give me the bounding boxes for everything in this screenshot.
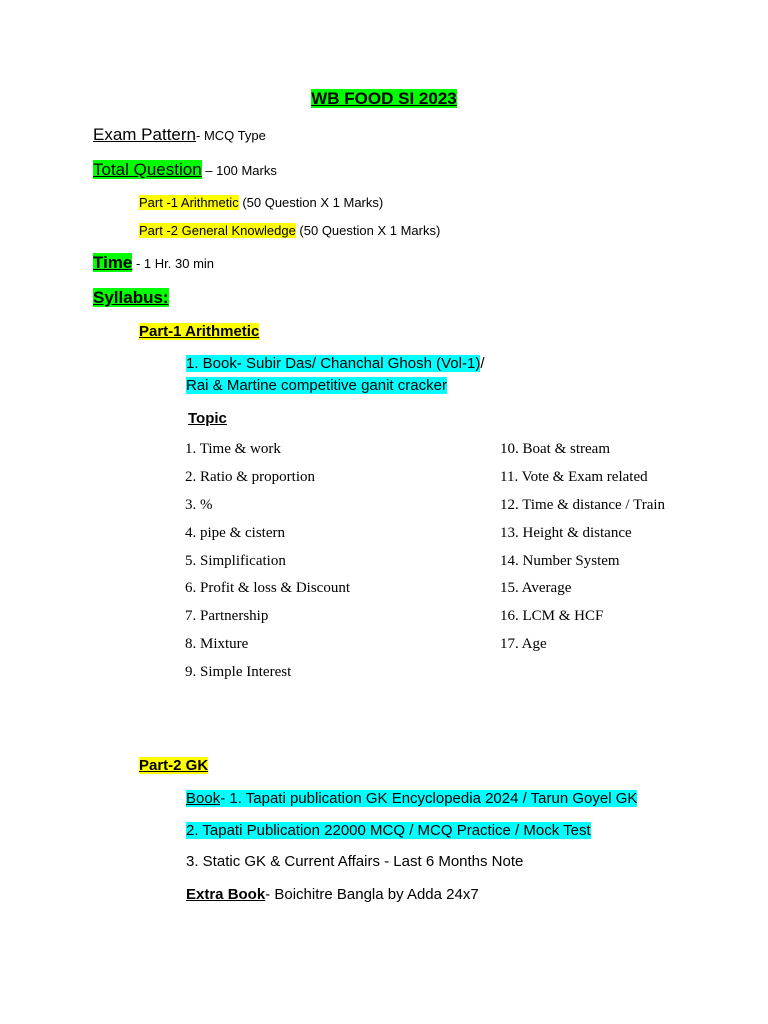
list-item: 4. pipe & cistern <box>185 524 285 541</box>
list-item: 10. Boat & stream <box>500 441 610 457</box>
part2-heading: Part-2 GK <box>139 757 209 774</box>
document-title <box>0 89 768 109</box>
document-title-text: WB FOOD SI 2023 <box>311 89 457 108</box>
list-item: 14. Number System <box>500 552 620 569</box>
list-item: 9. Simple Interest <box>185 664 292 681</box>
list-item: 17. Age <box>500 636 547 653</box>
part2-book2-text: 2. Tapati Publication 22000 MCQ / MCQ Practice / Mock Test <box>186 822 591 839</box>
part1-heading: Part-1 Arithmetic <box>139 323 260 340</box>
part1-book-suffix: / <box>480 355 485 372</box>
list-item: 16. LCM & HCF <box>500 608 604 625</box>
list-item: 1. Time & work <box>185 441 281 457</box>
part2-label: Part -2 General Knowledge <box>139 223 296 238</box>
exam-pattern-row <box>93 125 266 145</box>
extra-book-row <box>186 886 479 903</box>
list-item: 15. Average <box>500 580 572 597</box>
list-item: 13. Height & distance <box>500 524 632 541</box>
part1-book-line2 <box>186 377 447 394</box>
part2-book1-label: Book <box>186 790 221 807</box>
part1-heading-row <box>139 323 259 341</box>
list-item: 5. Simplification <box>185 552 286 569</box>
total-question-row <box>93 160 277 180</box>
time-value: - 1 Hr. 30 min <box>132 256 215 271</box>
total-question-label: Total Question <box>93 160 202 179</box>
part2-book1-row <box>186 790 637 807</box>
exam-pattern-label: Exam Pattern <box>93 125 196 144</box>
list-item: 6. Profit & loss & Discount <box>185 580 351 597</box>
part2-book3-row <box>186 853 523 870</box>
time-row <box>93 253 214 273</box>
part1-book-text2: Rai & Martine competitive ganit cracker <box>186 377 447 394</box>
part2-row <box>139 223 440 238</box>
topic-label: Topic <box>188 410 227 427</box>
part1-book-text1: 1. Book- Subir Das/ Chanchal Ghosh (Vol-1) <box>186 355 481 372</box>
time-label: Time <box>93 253 133 272</box>
list-item: 7. Partnership <box>185 608 269 625</box>
part2-book3-text: 3. Static GK & Current Affairs - Last 6 Months Note <box>186 853 524 870</box>
part1-value: (50 Question X 1 Marks) <box>238 195 384 210</box>
part1-label: Part -1 Arithmetic <box>139 195 239 210</box>
part2-book1-text: - 1. Tapati publication GK Encyclopedia 2024 / Tarun Goyel GK <box>220 790 638 807</box>
topic-list-col2 <box>500 439 665 662</box>
part1-book-line1 <box>186 355 484 372</box>
topic-list-col1 <box>185 439 350 690</box>
list-item: 12. Time & distance / Train <box>500 496 666 513</box>
part2-book2-row <box>186 822 591 839</box>
list-item: 11. Vote & Exam related <box>500 468 648 485</box>
part2-value: (50 Question X 1 Marks) <box>295 223 441 238</box>
extra-book-text: - Boichitre Bangla by Adda 24x7 <box>265 886 479 903</box>
extra-book-label: Extra Book <box>186 886 266 903</box>
part1-row <box>139 195 383 210</box>
list-item: 8. Mixture <box>185 636 249 653</box>
exam-pattern-value: - MCQ Type <box>196 128 266 143</box>
part2-heading-row <box>139 757 208 775</box>
syllabus-label: Syllabus: <box>93 288 169 307</box>
list-item: 3. % <box>185 496 213 513</box>
list-item: 2. Ratio & proportion <box>185 468 315 485</box>
total-question-value: – 100 Marks <box>201 163 277 178</box>
syllabus-row <box>93 288 169 308</box>
